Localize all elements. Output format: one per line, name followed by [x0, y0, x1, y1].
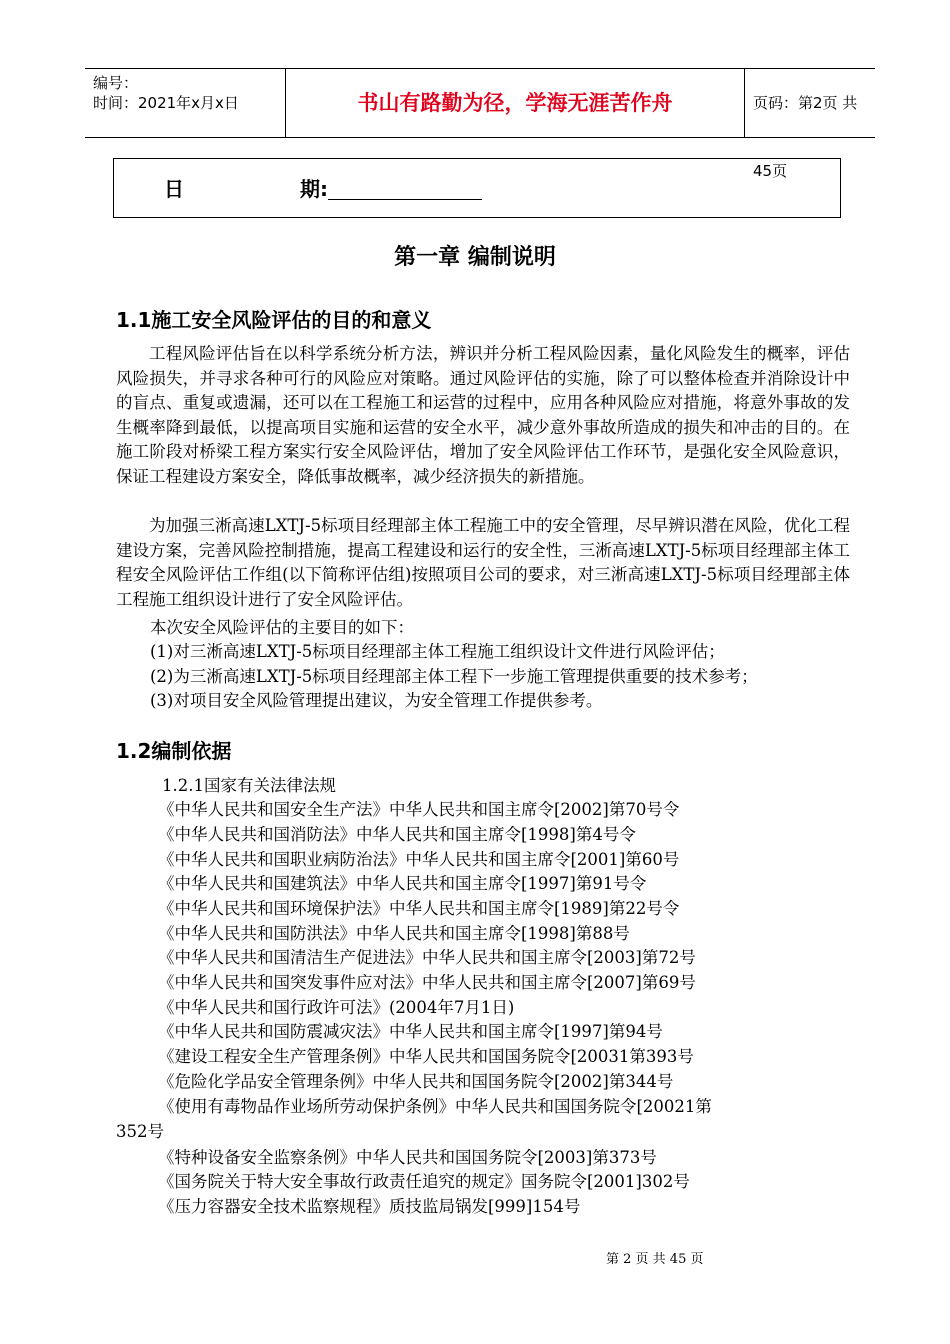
law-item: 《特种设备安全监察条例》中华人民共和国国务院令[2003]第373号 — [158, 1148, 657, 1167]
section-1-1-title: 1.1施工安全风险评估的目的和意义 — [116, 308, 432, 332]
law-item: 《中华人民共和国防洪法》中华人民共和国主席令[1998]第88号 — [158, 924, 630, 943]
date-blank-line[interactable] — [328, 199, 482, 200]
date-label-ri: 日 — [164, 177, 184, 201]
law-item: 《使用有毒物品作业场所劳动保护条例》中华人民共和国国务院令[20021第 — [158, 1097, 712, 1116]
list-item: (1)对三淅高速LXTJ-5标项目经理部主体工程施工组织设计文件进行风险评估； — [150, 642, 725, 661]
section-1-1-paragraph-3: 本次安全风险评估的主要目的如下： — [150, 618, 414, 637]
section-1-1-paragraph-2: 为加强三淅高速LXTJ-5标项目经理部主体工程施工中的安全管理，尽早辨识潜在风险，优化工程建设方案，完善风险控制措施，提高工程建设和运行的安全性，三淅高速LXTJ-5标项目经理部主体工程安全风险评估工作组(以下简称评估组)按照项目公司的要求，对三淅高速LXTJ-5标项目经理部主体工程施工组织设计进行了安全风险评估。 — [116, 516, 850, 609]
law-item: 《中华人民共和国消防法》中华人民共和国主席令[1998]第4号令 — [158, 825, 636, 844]
law-item-continuation: 352号 — [116, 1122, 164, 1141]
law-item: 《中华人民共和国环境保护法》中华人民共和国主席令[1989]第22号令 — [158, 899, 680, 918]
law-item: 《中华人民共和国行政许可法》(2004年7月1日) — [158, 998, 515, 1017]
date-box — [113, 158, 841, 218]
section-1-1-paragraph-1: 工程风险评估旨在以科学系统分析方法，辨识并分析工程风险因素，量化风险发生的概率，评估风险损失，并寻求各种可行的风险应对策略。通过风险评估的实施，除了可以整体检查并消除设计中的盲点、重复或遗漏，还可以在工程施工和运营的过程中，应用各种风险应对措施，将意外事故的发生概率降到最低，以提高项目实施和运营的安全水平，减少意外事故所造成的损失和冲击的目的。在施工阶段对桥梁工程方案实行安全风险评估，增加了安全风险评估工作环节，是强化安全风险意识，保证工程建设方案安全，降低事故概率，减少经济损失的新措施。 — [116, 344, 850, 486]
chapter-title: 第一章 编制说明 — [394, 245, 556, 270]
law-item: 《中华人民共和国清洁生产促进法》中华人民共和国主席令[2003]第72号 — [158, 948, 696, 967]
header-motto: 书山有路勤为径，学海无涯苦作舟 — [285, 69, 745, 137]
law-item: 《中华人民共和国安全生产法》中华人民共和国主席令[2002]第70号令 — [158, 800, 680, 819]
page-footer: 第 2 页 共 45 页 — [606, 1252, 704, 1267]
law-item: 《中华人民共和国突发事件应对法》中华人民共和国主席令[2007]第69号 — [158, 973, 696, 992]
section-1-2-1-subtitle: 1.2.1国家有关法律法规 — [162, 776, 336, 795]
list-item: (2)为三淅高速LXTJ-5标项目经理部主体工程下一步施工管理提供重要的技术参考； — [150, 667, 758, 686]
page-header — [85, 68, 875, 180]
law-item: 《压力容器安全技术监察规程》质技监局锅发[999]154号 — [158, 1197, 581, 1216]
header-info — [85, 69, 285, 137]
law-item: 《建设工程安全生产管理条例》中华人民共和国国务院令[20031第393号 — [158, 1047, 694, 1066]
date-label-qi: 期: — [300, 177, 328, 201]
list-item: (3)对项目安全风险管理提出建议，为安全管理工作提供参考。 — [150, 691, 603, 710]
law-item: 《危险化学品安全管理条例》中华人民共和国国务院令[2002]第344号 — [158, 1072, 674, 1091]
law-item: 《中华人民共和国防震减灾法》中华人民共和国主席令[1997]第94号 — [158, 1022, 663, 1041]
law-item: 《中华人民共和国建筑法》中华人民共和国主席令[1997]第91号令 — [158, 874, 647, 893]
document-time: 时间：2021年x月x日 — [93, 94, 239, 112]
section-1-2-title: 1.2编制依据 — [116, 739, 232, 763]
law-item: 《中华人民共和国职业病防治法》中华人民共和国主席令[2001]第60号 — [158, 850, 680, 869]
document-number: 编号： — [93, 74, 139, 92]
header-page-number: 页码：第2页 共45页 — [753, 94, 858, 180]
law-item: 《国务院关于特大安全事故行政责任追究的规定》国务院令[2001]302号 — [158, 1172, 690, 1191]
